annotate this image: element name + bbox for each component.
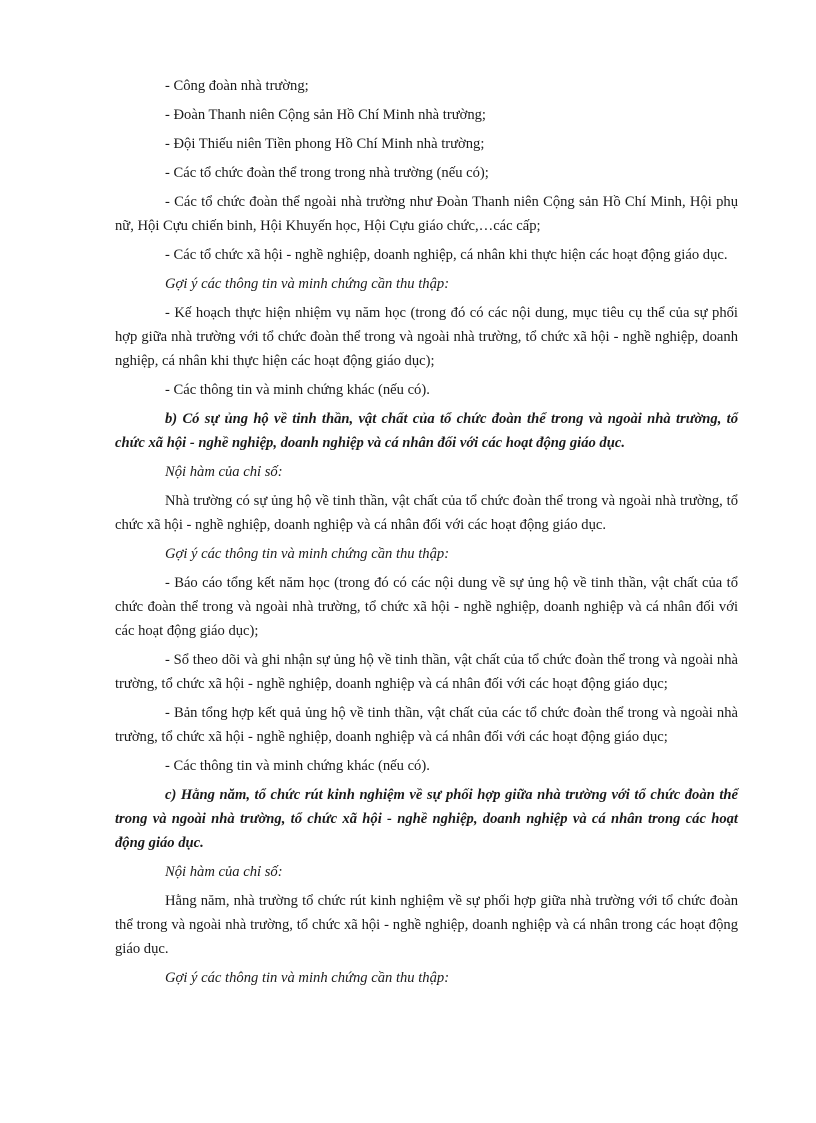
- list-item: - Các thông tin và minh chứng khác (nếu có).: [165, 382, 430, 398]
- evidence-heading: Gợi ý các thông tin và minh chứng cần thu thập:: [165, 970, 450, 986]
- indicator-meaning-heading: Nội hàm của chỉ số:: [165, 464, 283, 480]
- list-item: - Đoàn Thanh niên Cộng sản Hồ Chí Minh nhà trường;: [165, 107, 486, 123]
- list-item: - Sổ theo dõi và ghi nhận sự ủng hộ về tinh thần, vật chất của tổ chức đoàn thể trong và ngoài nhà trường, tổ chức xã hội - nghề nghiệp, doanh nghiệp và cá nhân đối với các hoạt động giáo dục;: [115, 652, 738, 692]
- document-body: [115, 74, 738, 995]
- list-item: - Công đoàn nhà trường;: [165, 78, 309, 94]
- body-paragraph: Nhà trường có sự ủng hộ về tinh thần, vật chất của tổ chức đoàn thể trong và ngoài nhà trường, tổ chức xã hội - nghề nghiệp, doanh nghiệp và cá nhân đối với các hoạt động giáo dục.: [115, 493, 738, 533]
- list-item: - Đội Thiếu niên Tiền phong Hồ Chí Minh nhà trường;: [165, 136, 485, 152]
- indicator-heading-c: c) Hằng năm, tổ chức rút kinh nghiệm về sự phối hợp giữa nhà trường với tổ chức đoàn thể trong và ngoài nhà trường, tổ chức xã hội - nghề nghiệp, doanh nghiệp và cá nhân trong các hoạt động giáo dục.: [115, 787, 738, 851]
- list-item: - Kế hoạch thực hiện nhiệm vụ năm học (trong đó có các nội dung, mục tiêu cụ thể của sự phối hợp giữa nhà trường với tổ chức đoàn thể trong và ngoài nhà trường, tổ chức xã hội - nghề nghiệp, doanh nghiệp, cá nhân khi thực hiện các hoạt động giáo dục);: [115, 305, 738, 369]
- evidence-heading: Gợi ý các thông tin và minh chứng cần thu thập:: [165, 276, 450, 292]
- list-item: - Các thông tin và minh chứng khác (nếu có).: [165, 758, 430, 774]
- list-item: - Bản tổng hợp kết quả ủng hộ về tinh thần, vật chất của các tổ chức đoàn thể trong và ngoài nhà trường, tổ chức xã hội - nghề nghiệp, doanh nghiệp và cá nhân đối với các hoạt động giáo dục;: [115, 705, 738, 745]
- body-paragraph: Hằng năm, nhà trường tổ chức rút kinh nghiệm về sự phối hợp giữa nhà trường với tổ chức đoàn thể trong và ngoài nhà trường, tổ chức xã hội - nghề nghiệp, doanh nghiệp và cá nhân trong các hoạt động giáo dục.: [115, 893, 738, 957]
- list-item: - Các tổ chức đoàn thể trong trong nhà trường (nếu có);: [165, 165, 489, 181]
- list-item: - Báo cáo tổng kết năm học (trong đó có các nội dung về sự ủng hộ về tinh thần, vật chất của tổ chức đoàn thể trong và ngoài nhà trường, tổ chức xã hội - nghề nghiệp, doanh nghiệp và cá nhân đối với các hoạt động giáo dục);: [115, 575, 738, 639]
- list-item: - Các tổ chức xã hội - nghề nghiệp, doanh nghiệp, cá nhân khi thực hiện các hoạt động giáo dục.: [165, 247, 728, 263]
- list-item: - Các tổ chức đoàn thể ngoài nhà trường như Đoàn Thanh niên Cộng sản Hồ Chí Minh, Hội phụ nữ, Hội Cựu chiến binh, Hội Khuyến học, Hội Cựu giáo chức,…các cấp;: [115, 194, 738, 234]
- indicator-meaning-heading: Nội hàm của chỉ số:: [165, 864, 283, 880]
- evidence-heading: Gợi ý các thông tin và minh chứng cần thu thập:: [165, 546, 450, 562]
- indicator-heading-b: b) Có sự ủng hộ về tinh thần, vật chất của tổ chức đoàn thể trong và ngoài nhà trường, tổ chức xã hội - nghề nghiệp, doanh nghiệp và cá nhân đối với các hoạt động giáo dục.: [115, 411, 738, 451]
